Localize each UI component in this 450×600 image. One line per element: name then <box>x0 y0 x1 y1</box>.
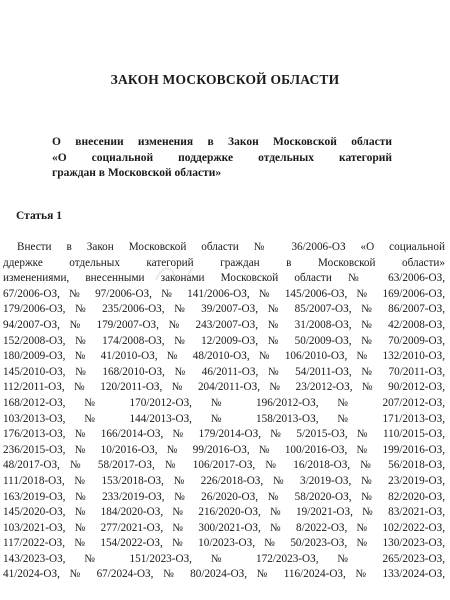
body-line: 179/2006-ОЗ, № 235/2006-ОЗ, № 39/2007-ОЗ, № 85/2007-ОЗ, № 86/2007-ОЗ, <box>3 303 445 316</box>
body-line: 180/2009-ОЗ, № 41/2010-ОЗ, № 48/2010-ОЗ, № 106/2010-ОЗ, № 132/2010-ОЗ, <box>3 350 445 363</box>
document-title: ЗАКОН МОСКОВСКОЙ ОБЛАСТИ <box>110 72 340 87</box>
body-line: 145/2020-ОЗ, № 184/2020-ОЗ, № 216/2020-ОЗ, № 19/2021-ОЗ, № 83/2021-ОЗ, <box>3 506 445 519</box>
body-line: изменениями, внесенными законами Московской области № 63/2006-ОЗ, <box>3 272 445 285</box>
body-line: 41/2024-ОЗ, № 67/2024-ОЗ, № 80/2024-ОЗ, № 116/2024-ОЗ, № 133/2024-ОЗ, <box>3 568 445 581</box>
body-line: ддержке отдельных категорий граждан в Московской области» <box>3 256 445 269</box>
article-heading: Статья 1 <box>16 210 62 222</box>
body-line: 117/2022-ОЗ, № 154/2022-ОЗ, № 10/2023-ОЗ, № 50/2023-ОЗ, № 130/2023-ОЗ, <box>3 537 445 550</box>
body-line: 103/2021-ОЗ, № 277/2021-ОЗ, № 300/2021-ОЗ, № 8/2022-ОЗ, № 102/2022-ОЗ, <box>3 521 445 534</box>
body-line: 163/2019-ОЗ, № 233/2019-ОЗ, № 26/2020-ОЗ, № 58/2020-ОЗ, № 82/2020-ОЗ, <box>3 490 445 503</box>
body-line: Внести в Закон Московской области № 36/2006-ОЗ «О социальной <box>17 241 445 253</box>
body-line: 176/2013-ОЗ, № 166/2014-ОЗ, № 179/2014-ОЗ, № 5/2015-ОЗ, № 110/2015-ОЗ, <box>3 428 445 441</box>
body-line: 168/2012-ОЗ, № 170/2012-ОЗ, № 196/2012-ОЗ, № 207/2012-ОЗ, <box>3 396 445 409</box>
article-body <box>3 240 445 583</box>
subtitle-line: «О социальной поддержке отдельных категорий <box>52 151 392 164</box>
subtitle-line: граждан в Московской области» <box>52 167 222 179</box>
body-line: 152/2008-ОЗ, № 174/2008-ОЗ, № 12/2009-ОЗ, № 50/2009-ОЗ, № 70/2009-ОЗ, <box>3 334 445 347</box>
body-line: 236/2015-ОЗ, № 10/2016-ОЗ, № 99/2016-ОЗ, № 100/2016-ОЗ, № 199/2016-ОЗ, <box>3 443 445 456</box>
body-line: 103/2013-ОЗ, № 144/2013-ОЗ, № 158/2013-ОЗ, № 171/2013-ОЗ, <box>3 412 445 425</box>
body-line: 111/2018-ОЗ, № 153/2018-ОЗ, № 226/2018-ОЗ, № 3/2019-ОЗ, № 23/2019-ОЗ, <box>3 474 445 487</box>
body-line: 94/2007-ОЗ, № 179/2007-ОЗ, № 243/2007-ОЗ, № 31/2008-ОЗ, № 42/2008-ОЗ, <box>3 318 445 331</box>
body-line: 143/2023-ОЗ, № 151/2023-ОЗ, № 172/2023-ОЗ, № 265/2023-ОЗ, <box>3 552 445 565</box>
body-line: 48/2017-ОЗ, № 58/2017-ОЗ, № 106/2017-ОЗ, № 16/2018-ОЗ, № 56/2018-ОЗ, <box>3 459 445 472</box>
body-line: 112/2011-ОЗ, № 120/2011-ОЗ, № 204/2011-ОЗ, № 23/2012-ОЗ, № 90/2012-ОЗ, <box>3 381 445 394</box>
body-line: 145/2010-ОЗ, № 168/2010-ОЗ, № 46/2011-ОЗ, № 54/2011-ОЗ, № 70/2011-ОЗ, <box>3 365 445 378</box>
document-subtitle <box>52 135 392 182</box>
body-line: 67/2006-ОЗ, № 97/2006-ОЗ, № 141/2006-ОЗ, № 145/2006-ОЗ, № 169/2006-ОЗ, <box>3 287 445 300</box>
subtitle-line: О внесении изменения в Закон Московской области <box>52 136 392 148</box>
